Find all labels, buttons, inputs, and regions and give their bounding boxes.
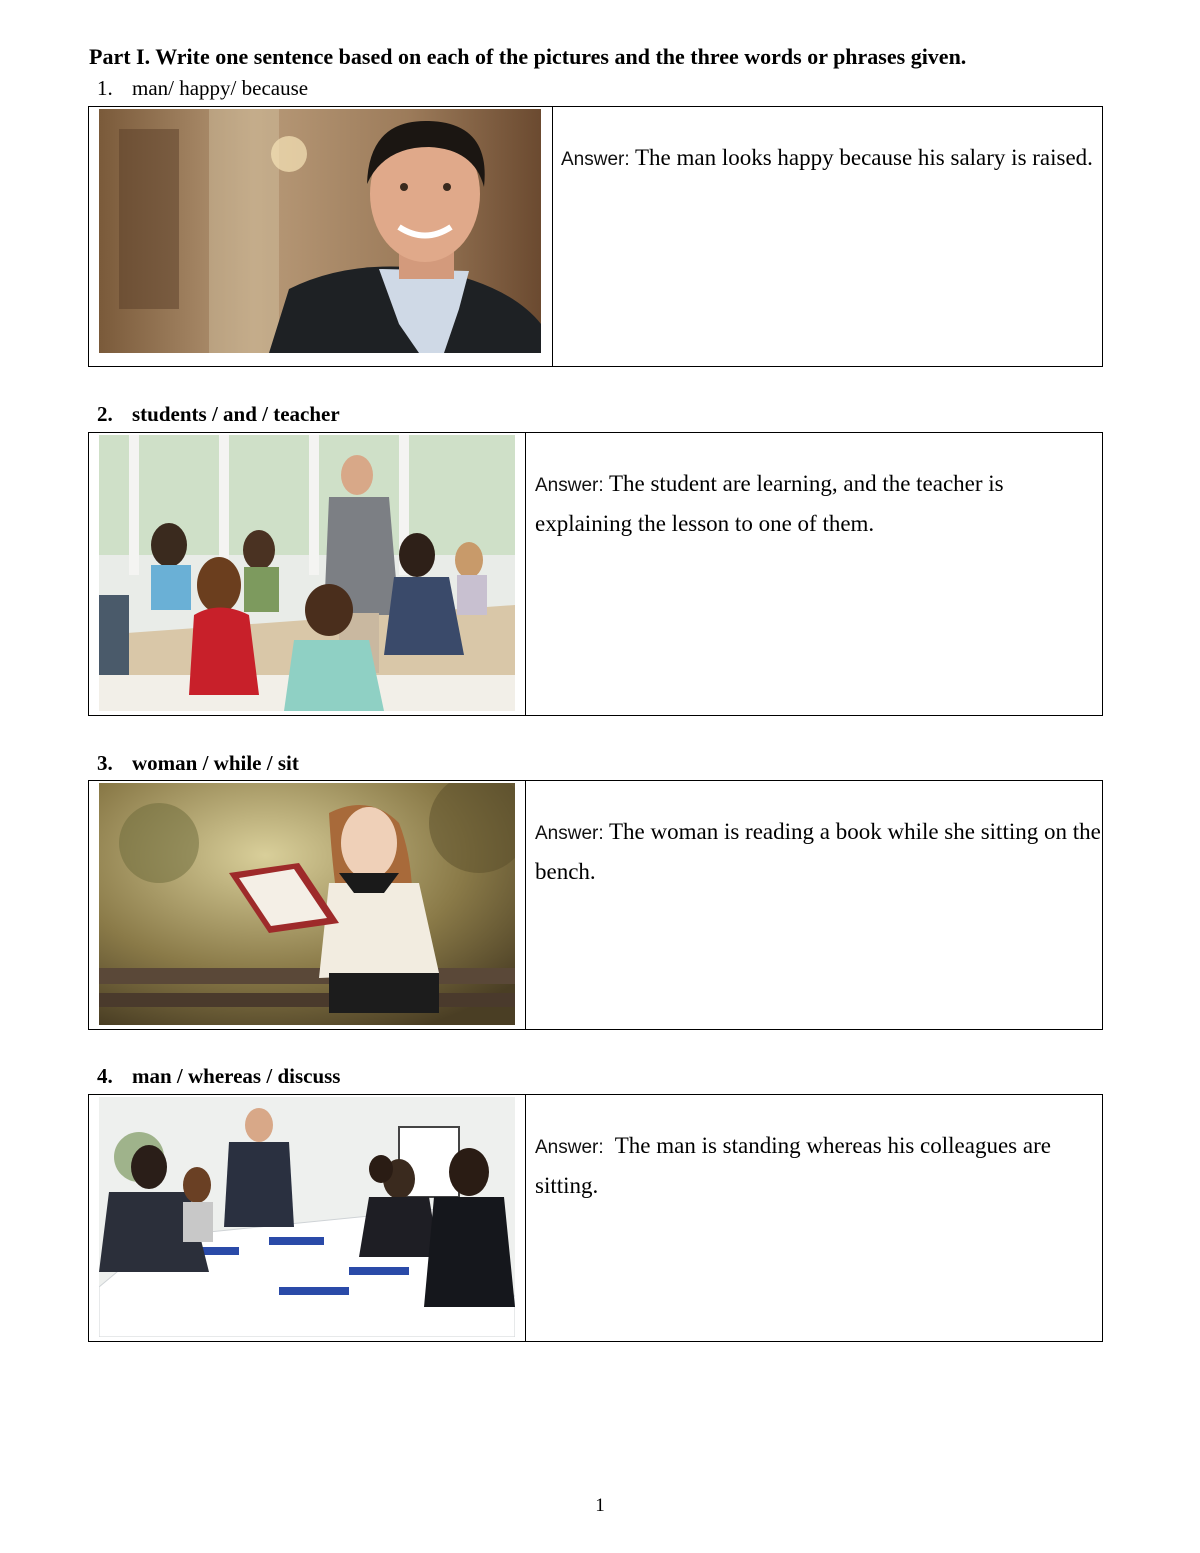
item-2-answer-text: The student are learning, and the teacher is explaining the lesson to one of them.: [535, 471, 1004, 536]
business-meeting-photo: [99, 1097, 515, 1337]
item-1-answer: [561, 139, 1101, 179]
item-1-number: 1.: [97, 76, 113, 100]
item-1-table: [88, 106, 1103, 367]
item-2-answer-label: Answer:: [535, 475, 604, 496]
item-2-words: students / and / teacher: [132, 402, 340, 426]
item-2-prompt: [97, 402, 340, 427]
item-4-answer-label: Answer:: [535, 1137, 604, 1158]
item-2-answer: [535, 465, 1101, 543]
item-3-answer-text: The woman is reading a book while she sitting on the bench.: [535, 819, 1101, 884]
item-4-prompt: [97, 1064, 340, 1089]
item-3-image-cell: [89, 781, 526, 1029]
item-2-table: [88, 432, 1103, 716]
item-1-prompt: [97, 76, 308, 101]
section-heading: Part I. Write one sentence based on each of the pictures and the three words or phrases given.: [89, 44, 967, 69]
item-3-answer-label: Answer:: [535, 823, 604, 844]
page-number: 1: [595, 1495, 605, 1516]
smiling-man-photo: [99, 109, 541, 353]
item-4-answer: [535, 1127, 1101, 1205]
item-1-words: man/ happy/ because: [132, 76, 309, 100]
item-4-image-cell: [89, 1095, 526, 1341]
item-4-table: [88, 1094, 1103, 1342]
item-1-answer-label: Answer:: [561, 149, 630, 170]
woman-reading-photo: [99, 783, 515, 1025]
item-3-prompt: [97, 751, 299, 776]
item-3-answer: [535, 813, 1101, 891]
item-3-number: 3.: [97, 751, 113, 775]
item-4-number: 4.: [97, 1064, 113, 1088]
item-4-words: man / whereas / discuss: [132, 1064, 341, 1088]
item-3-words: woman / while / sit: [132, 751, 299, 775]
item-4-answer-text: The man is standing whereas his colleagues are sitting.: [535, 1133, 1057, 1198]
item-1-answer-text: The man looks happy because his salary is raised.: [629, 145, 1093, 170]
item-2-number: 2.: [97, 402, 113, 426]
item-2-image-cell: [89, 433, 526, 715]
item-3-table: [88, 780, 1103, 1030]
item-1-image-cell: [89, 107, 553, 366]
classroom-photo: [99, 435, 515, 711]
